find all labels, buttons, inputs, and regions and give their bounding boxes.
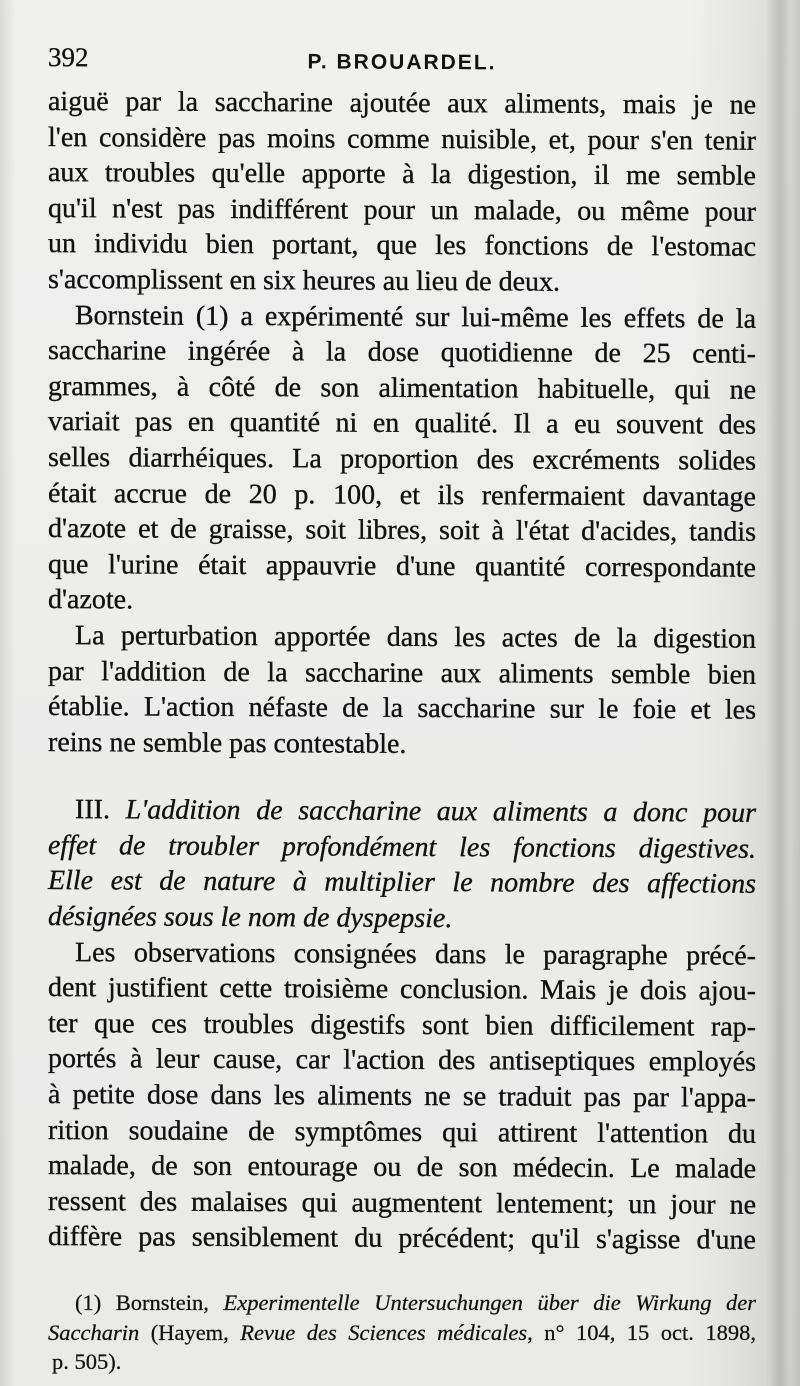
footnote-line: p. 505). <box>52 1349 122 1374</box>
text-line: Bornstein (1) a expérimenté sur lui-même les effets de la <box>75 299 756 335</box>
paragraph <box>48 618 756 764</box>
text-line: par l'addition de la saccharine aux aliments semble bien <box>48 655 756 691</box>
text-line: saccharine ingérée à la dose quotidienne de 25 centi- <box>48 335 756 370</box>
footnote-journal: Revue des Sciences médicales <box>240 1319 528 1345</box>
text-line: que l'urine était appauvrie d'une quantité correspondante <box>48 548 756 584</box>
text-line: un individu bien portant, que les fonctions de l'estomac <box>48 228 756 264</box>
text-line: établie. L'action néfaste de la saccharine sur le foie et les <box>48 691 756 726</box>
section-numeral: III. <box>75 794 110 826</box>
conclusion-text: L'addition de saccharine aux aliments a donc pour <box>125 794 756 829</box>
page-header <box>48 42 756 78</box>
text-line: à petite dose dans les aliments ne se traduit pas par l'appa- <box>48 1079 756 1114</box>
paragraph <box>48 298 756 622</box>
text-line: aux troubles qu'elle apporte à la digestion, il me semble <box>48 157 756 192</box>
text-line: effet de troubler profondément les fonctions digestives. <box>48 829 756 865</box>
text-line: grammes, à côté de son alimentation habituelle, qui ne <box>48 370 756 406</box>
text-line: s'accomplissent en six heures au lieu de deux. <box>48 263 561 298</box>
text-line: qu'il n'est pas indifférent pour un malade, ou même pour <box>48 192 756 228</box>
text-line: désignées sous le nom de dyspepsie. <box>48 901 453 935</box>
footnote-issue: , n° 104, 15 oct. 1898, <box>527 1319 756 1345</box>
footnote-source: (Hayem, <box>150 1319 229 1345</box>
footnote-title-end: Saccharin <box>48 1319 140 1345</box>
text-line: La perturbation apportée dans les actes de la digestion <box>75 620 756 655</box>
footnote-line <box>48 1318 756 1348</box>
footnote-marker: (1) <box>75 1290 102 1315</box>
text-line <box>48 792 756 831</box>
paragraph <box>48 935 756 1259</box>
text-line: dent justifient cette troisième conclusion. Mais je dois ajou- <box>48 972 756 1007</box>
paragraph <box>48 84 756 301</box>
text-line: rition soudaine de symptômes qui attirent l'attention du <box>48 1114 756 1150</box>
text-line: portés à leur cause, car l'action des antiseptiques employés <box>48 1043 756 1079</box>
text-line: était accrue de 20 p. 100, et ils renfermaient davantage <box>48 477 756 513</box>
footnote-title: Experimentelle Untersuchungen über die Wirkung der <box>223 1290 757 1315</box>
text-line: diffère pas sensiblement du précédent; qu'il s'agisse d'une <box>48 1221 756 1257</box>
page-number: 392 <box>48 42 89 73</box>
text-line: ressent des malaises qui augmentent lentement; un jour ne <box>48 1185 756 1221</box>
footnote-line <box>48 1288 756 1318</box>
text-line: aiguë par la saccharine ajoutée aux aliments, mais je ne <box>48 86 756 121</box>
text-line: selles diarrhéiques. La proportion des excréments solides <box>48 441 756 477</box>
text-line: malade, de son entourage ou de son médecin. Le malade <box>48 1150 756 1185</box>
main-text <box>48 84 756 1259</box>
running-head: P. BROUARDEL. <box>307 50 497 75</box>
text-line: reins ne semble pas contestable. <box>48 726 407 760</box>
text-line: Elle est de nature à multiplier le nombre des affections <box>48 865 756 901</box>
footnote <box>48 1288 756 1377</box>
text-line: l'en considère pas moins comme nuisible, et, pour s'en tenir <box>48 121 756 157</box>
text-line: d'azote. <box>48 584 134 616</box>
footnote-author: Bornstein, <box>115 1290 209 1315</box>
text-line: ter que ces troubles digestifs sont bien difficilement rap- <box>48 1007 756 1043</box>
text-line: Les observations consignées dans le paragraphe précé- <box>75 936 756 972</box>
text-line: variait pas en quantité ni en qualité. Il a eu souvent des <box>48 406 756 442</box>
text-line: d'azote et de graisse, soit libres, soit à l'état d'acides, tandis <box>48 513 756 548</box>
conclusion-paragraph <box>48 792 756 938</box>
